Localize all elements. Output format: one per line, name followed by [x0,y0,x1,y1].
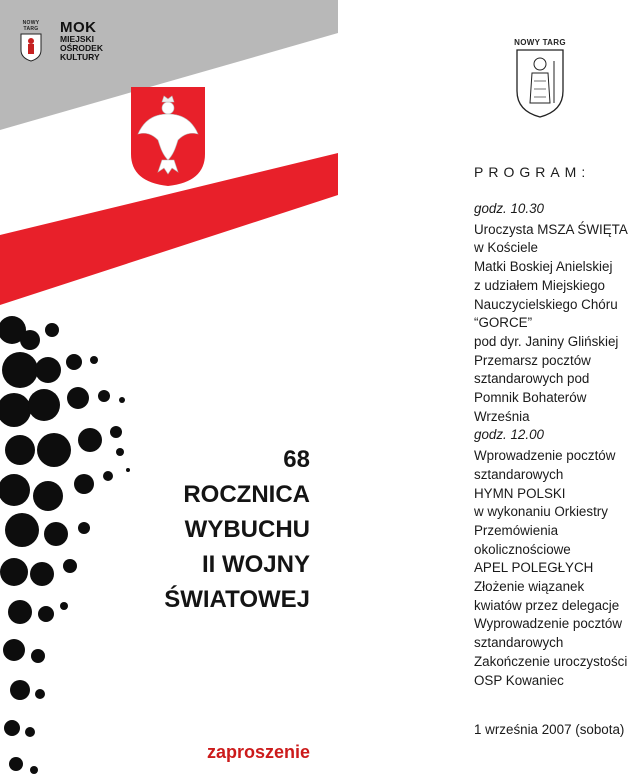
program-item: Zakończenie uroczystości [474,653,628,669]
program-item: “GORCE” [474,315,533,331]
program-item: Złożenie wiązanek [474,579,585,595]
title-line-1: 68 [283,446,310,473]
anniversary-title [164,442,310,617]
program-item: HYMN POLSKI [474,485,566,501]
mok-line-3: KULTURY [60,52,100,62]
program-item: sztandarowych [474,635,564,651]
mok-line-2: OŚRODEK [60,43,103,53]
program-item: Przemówienia [474,522,559,538]
title-line-2: ROCZNICA [183,481,310,508]
program-item: okolicznościowe [474,541,571,557]
mok-header [18,20,103,67]
crest-town-label-right: NOWY TARG [514,38,566,47]
program-item: sztandarowych pod [474,371,590,387]
program-time-1: godz. 10.30 [474,201,544,216]
program-item: w Kościele [474,240,539,256]
invitation-label: zaproszenie [206,742,310,762]
mok-logo [60,20,103,62]
program-item: Wprowadzenie pocztów [474,448,616,464]
program-item: Uroczysta MSZA ŚWIĘTA [474,221,628,237]
crest-town-label: NOWY TARG [22,20,40,32]
coat-of-arms-icon [514,47,566,119]
title-line-3: WYBUCHU [184,516,310,543]
coat-of-arms-icon [19,32,43,62]
program-item: Pomnik Bohaterów [474,390,587,406]
program-item: w wykonaniu Orkiestry [474,504,608,520]
program-item: Września [474,408,530,424]
program-item: APEL POLEGŁYCH [474,560,594,576]
program-item: Nauczycielskiego Chóru [474,296,618,312]
polish-eagle-emblem-icon [128,84,208,188]
program-item: pod dyr. Janiny Glińskiej [474,333,619,349]
program-heading: PROGRAM: [474,164,591,180]
title-line-4: II WOJNY [201,551,310,578]
program-item: Wyprowadzenie pocztów [474,616,622,632]
program-item: sztandarowych [474,466,564,482]
event-date: 1 września 2007 (sobota) [474,722,625,737]
program-item: kwiatów przez delegacje [474,597,620,613]
right-panel [338,0,640,784]
title-line-5: ŚWIATOWEJ [164,586,310,613]
program-item: z udziałem Miejskiego [474,277,605,293]
program-time-2: godz. 12.00 [474,427,544,443]
mok-line-1: MIEJSKI [60,34,95,44]
program-item: OSP Kowaniec [474,672,564,688]
program-list [474,200,640,690]
program-item: Przemarsz pocztów [474,352,591,368]
mok-mark: MOK [60,19,97,36]
nowy-targ-crest-small [18,20,44,67]
program-item: Matki Boskiej Anielskiej [474,259,613,275]
nowy-targ-crest [514,38,566,124]
